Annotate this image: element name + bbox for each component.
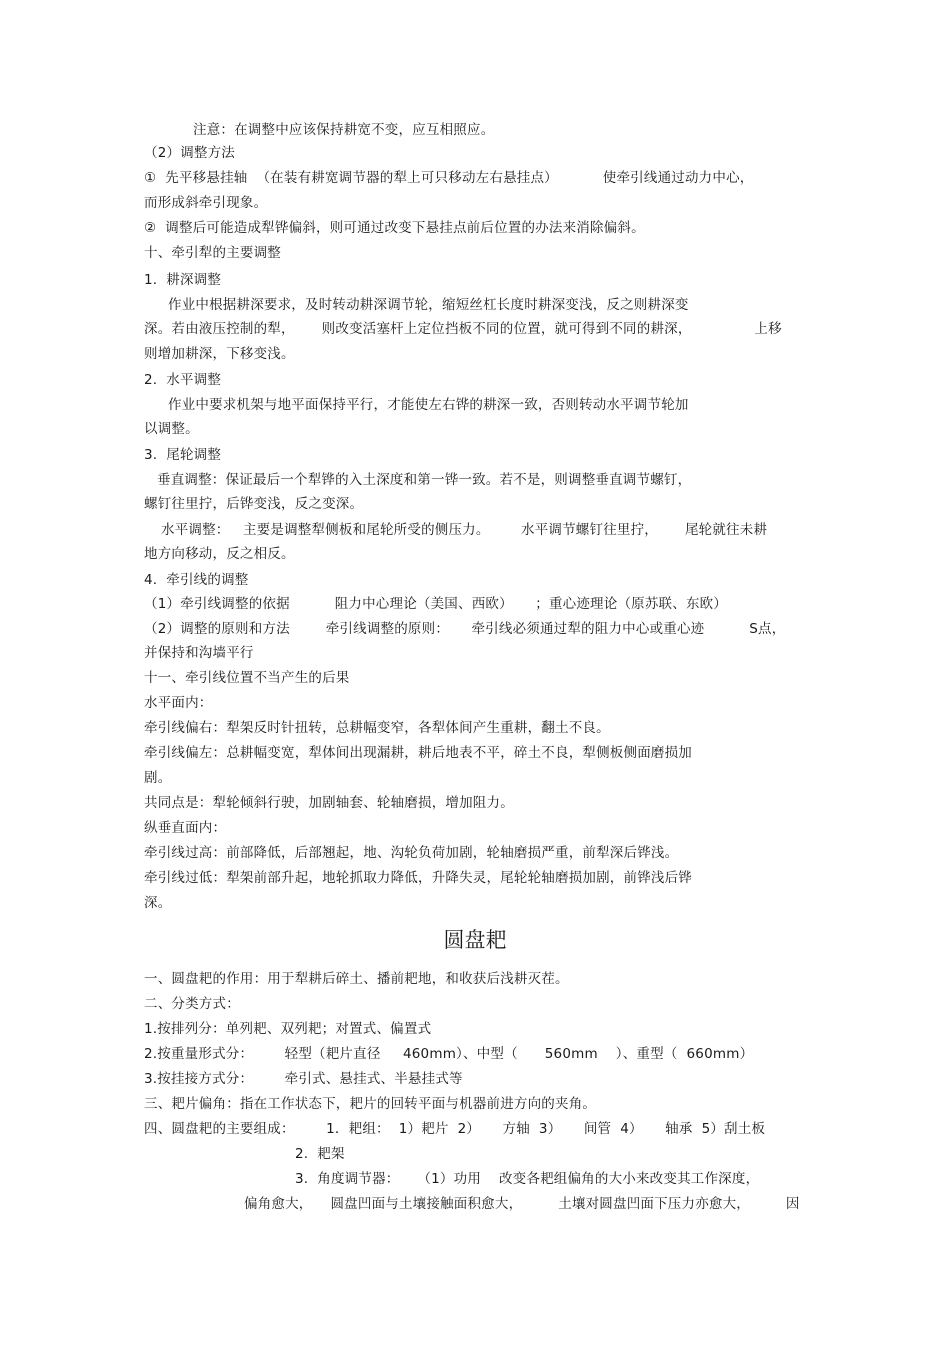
- line-step1: ① 先平移悬挂轴 （在装有耕宽调节器的犁上可只移动左右悬挂点） 使牵引线通过动力中心，: [144, 170, 754, 186]
- line-angle-adjuster: 3. 角度调节器： （1）功用 改变各耙组偏角的大小来改变其工作深度，: [295, 1171, 760, 1187]
- line-class-arrangement: 1.按排列分：单列耙、双列耙；对置式、偏置式: [144, 1021, 432, 1037]
- line-too-high: 牵引线过高：前部降低，后部翘起，地、沟轮负荷加剧，轮轴磨损严重，前犁深后铧浅。: [144, 845, 679, 861]
- line-tail-4: 地方向移动，反之相反。: [144, 546, 295, 562]
- line-level-2: 以调整。: [144, 421, 199, 437]
- line-classification: 二、分类方式：: [144, 996, 240, 1012]
- line-common: 共同点是：犁轮倾斜行驶，加剧轴套、轮轴磨损，增加阻力。: [144, 795, 514, 811]
- line-vertical-plane: 纵垂直面内：: [144, 820, 227, 836]
- line-depth-1: 作业中根据耕深要求，及时转动耕深调节轮，缩短丝杠长度时耕深变浅，反之则耕深变: [168, 297, 689, 313]
- line-too-low-cont: 深。: [144, 895, 172, 911]
- line-tail-2: 螺钉往里拧，后铧变浅，反之变深。: [144, 496, 364, 512]
- line-class-hitch: 3.按挂接方式分： 牵引式、悬挂式、半悬挂式等: [144, 1071, 463, 1087]
- line-traction-1: （1）牵引线调整的依据 阻力中心理论（美国、西欧） ；重心迹理论（原苏联、东欧）: [144, 596, 728, 612]
- heading-ten: 十、牵引犁的主要调整: [144, 245, 281, 261]
- heading-eleven: 十一、牵引线位置不当产生的后果: [144, 670, 350, 686]
- heading-traction-line: 4. 牵引线的调整: [144, 572, 249, 588]
- line-level-1: 作业中要求机架与地平面保持平行，才能使左右铧的耕深一致，否则转动水平调节轮加: [168, 397, 689, 413]
- line-components: 四、圆盘耙的主要组成： 1．耙组： 1）耙片 2） 方轴 3） 间管 4） 轴承 5）刮土板: [144, 1121, 766, 1137]
- line-offset-right: 牵引线偏右：犁架反时针扭转，总耕幅变窄，各犁体间产生重耕，翻土不良。: [144, 720, 610, 736]
- line-disc-harrow-role: 一、圆盘耙的作用：用于犁耕后碎土、播前耙地，和收获后浅耕灭茬。: [144, 971, 569, 987]
- line-too-low: 牵引线过低：犁架前部升起，地轮抓取力降低，升降失灵，尾轮轮轴磨损加剧，前铧浅后铧: [144, 870, 692, 886]
- line-offset-left: 牵引线偏左：总耕幅变宽，犁体间出现漏耕，耕后地表不平，碎土不良，犁侧板侧面磨损加: [144, 745, 692, 761]
- line-step2: ② 调整后可能造成犁铧偏斜，则可通过改变下悬挂点前后位置的办法来消除偏斜。: [144, 220, 645, 236]
- heading-level: 2. 水平调整: [144, 372, 222, 388]
- line-offset-left-cont: 剧。: [144, 770, 172, 786]
- line-note: 注意：在调整中应该保持耕宽不变，应互相照应。: [193, 122, 495, 138]
- line-step1-cont: 而形成斜牵引现象。: [144, 195, 268, 211]
- line-traction-3: 并保持和沟墙平行: [144, 645, 254, 661]
- line-tail-1: 垂直调整：保证最后一个犁铧的入土深度和第一铧一致。若不是，则调整垂直调节螺钉，: [157, 472, 692, 488]
- line-tail-3: 水平调整： 主要是调整犁侧板和尾轮所受的侧压力。 水平调节螺钉往里拧， 尾轮就往未耕: [161, 522, 768, 538]
- line-horizontal-plane: 水平面内：: [144, 695, 213, 711]
- line-disc-angle: 三、耙片偏角：指在工作状态下，耙片的回转平面与机器前进方向的夹角。: [144, 1096, 597, 1112]
- line-depth-3: 则增加耕深，下移变浅。: [144, 346, 295, 362]
- line-adjust-method: （2）调整方法: [144, 145, 235, 161]
- line-class-weight: 2.按重量形式分： 轻型（耙片直径 460mm）、中型（ 560mm ）、重型（ 660mm）: [144, 1046, 754, 1062]
- line-traction-2: （2）调整的原则和方法 牵引线调整的原则： 牵引线必须通过犁的阻力中心或重心迹 S点，: [144, 621, 786, 637]
- heading-depth: 1. 耕深调整: [144, 272, 222, 288]
- line-angle-effect: 偏角愈大， 圆盘凹面与土壤接触面积愈大， 土壤对圆盘凹面下压力亦愈大， 因: [244, 1196, 800, 1212]
- line-depth-2: 深。若由液压控制的犁， 则改变活塞杆上定位挡板不同的位置，就可得到不同的耕深， 上移: [144, 321, 782, 337]
- heading-tail-wheel: 3. 尾轮调整: [144, 447, 222, 463]
- line-frame: 2. 耙架: [295, 1146, 345, 1162]
- section-title: 圆盘耙: [443, 928, 507, 952]
